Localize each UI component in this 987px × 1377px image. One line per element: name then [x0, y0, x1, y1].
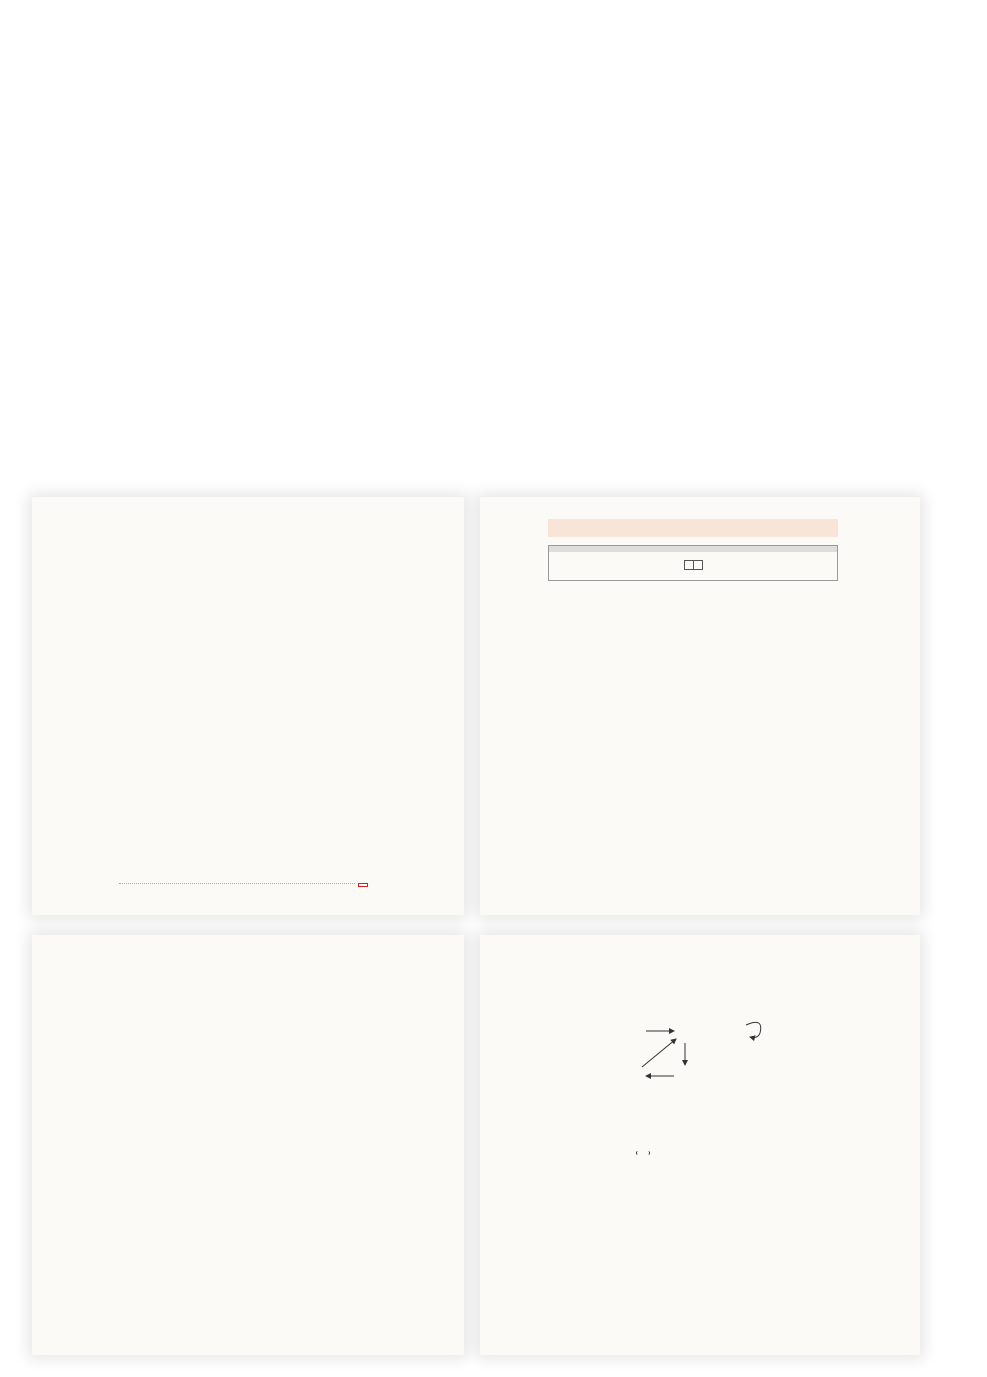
graph-self-loop — [746, 1022, 761, 1037]
adjacency-matrix — [636, 1151, 650, 1155]
table-note — [549, 574, 837, 580]
toc-page-preview — [32, 497, 464, 915]
asymptotic-page-preview — [480, 497, 920, 915]
complexity-table — [684, 560, 703, 570]
example-graph — [610, 1015, 770, 1095]
queue-page-preview — [32, 935, 464, 1355]
bibliography-page — [358, 883, 368, 887]
graph-edge — [642, 1039, 676, 1067]
competitive-tip-panel — [548, 545, 838, 581]
graph-page-preview — [480, 935, 920, 1355]
toc-bibliography — [116, 883, 368, 887]
table-header — [684, 561, 693, 570]
definition-box — [548, 519, 838, 537]
table-header — [693, 561, 702, 570]
tip-text — [549, 552, 837, 556]
